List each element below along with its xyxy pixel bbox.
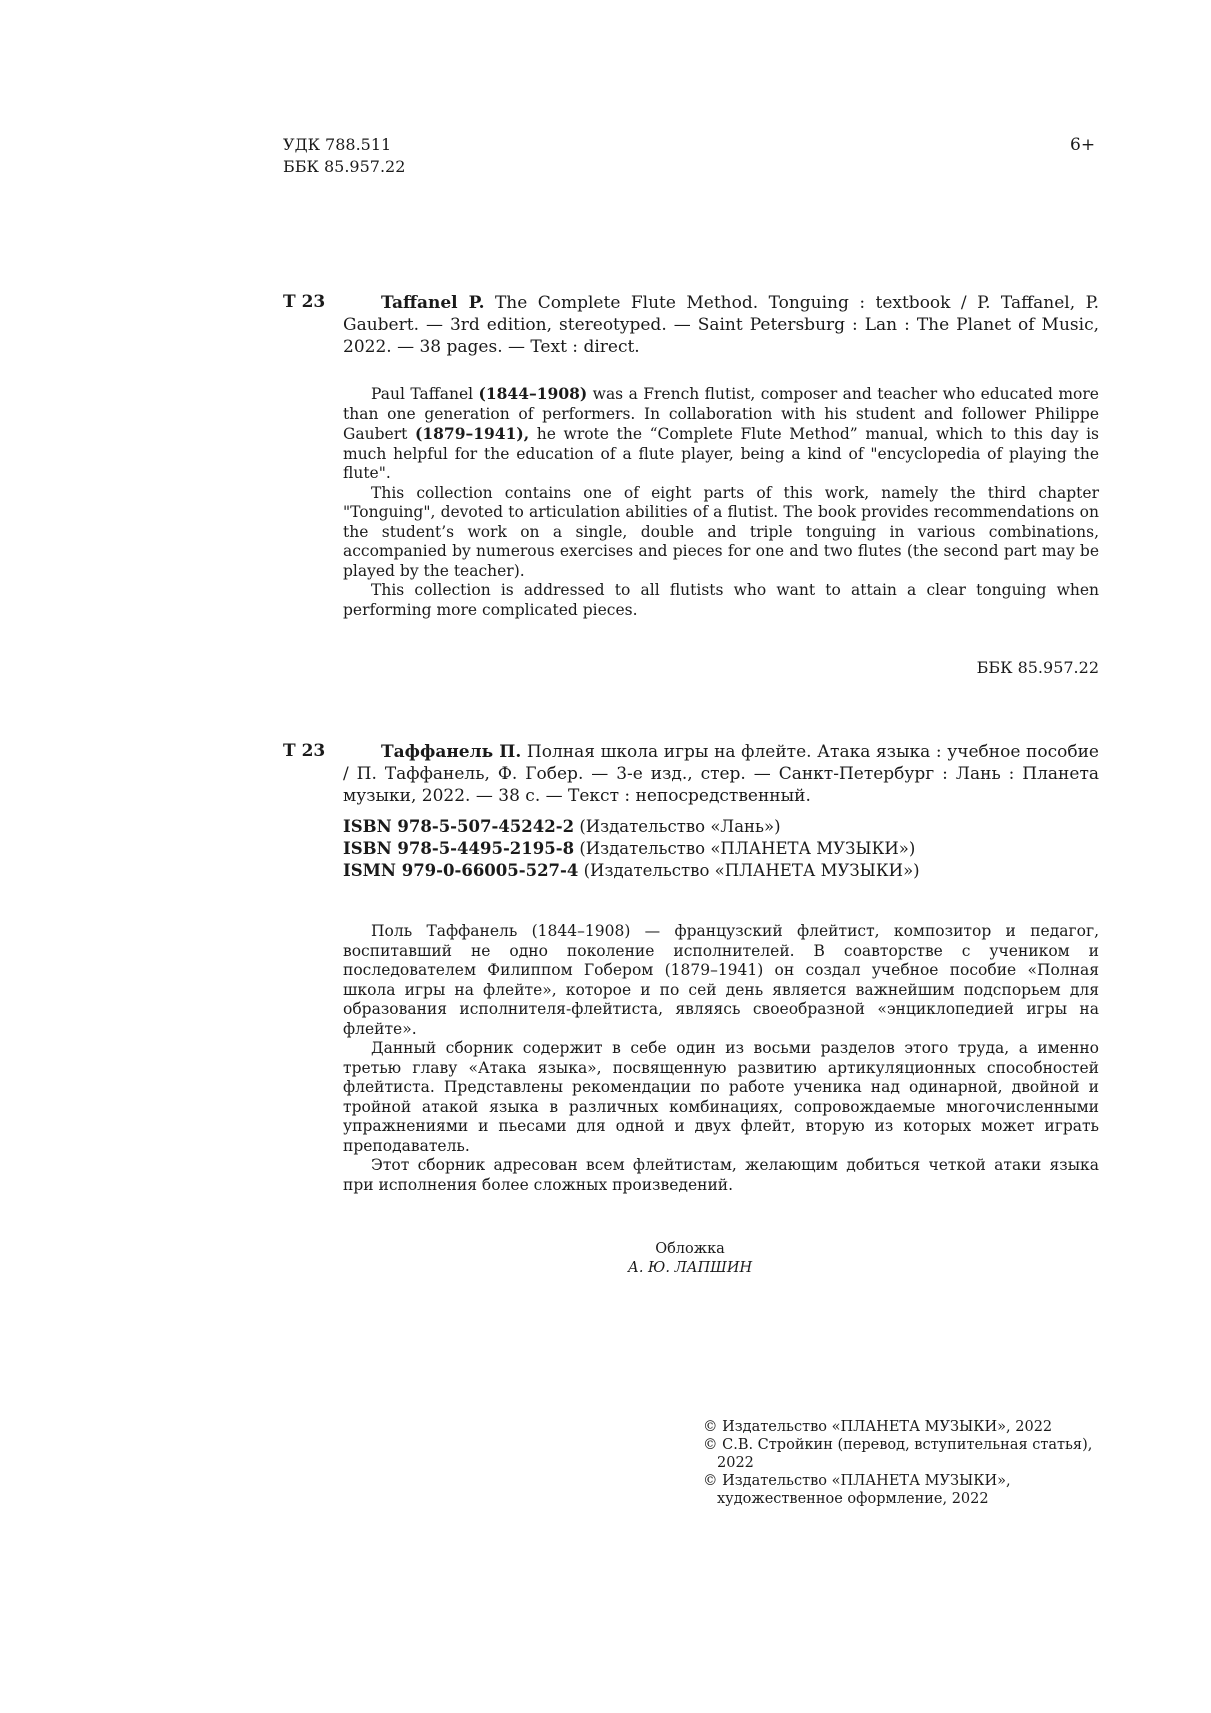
copyright-block [703,1418,1101,1508]
russian-citation [343,741,1099,807]
english-bbk: ББК 85.957.22 [976,658,1099,677]
english-annotation [343,384,1099,620]
russian-citation-text: Полная школа игры на флейте. Атака языка : учебное пособие / П. Таффанель, Ф. Гобер. — 3-е изд., стер. — Санкт-Петербург : Лань : Планета музыки, 2022. — 38 с. — Текст : непосредственный. [343,742,1099,806]
russian-annotation [343,922,1099,1195]
bbk-code: ББК 85.957.22 [283,157,406,176]
copyright-line: © Издательство «ПЛАНЕТА МУЗЫКИ», 2022 [703,1419,1053,1435]
russian-author: Таффанель П. [381,742,522,762]
age-rating: 6+ [1070,135,1096,155]
udk-code: УДК 788.511 [283,135,392,154]
cover-credit [560,1240,820,1278]
english-citation [343,292,1099,358]
russian-paragraph-3: Этот сборник адресован всем флейтистам, желающим добиться четкой атаки языка при исполнения более сложных произведений. [343,1156,1099,1194]
english-paragraph-3: This collection is addressed to all flutists who want to attain a clear tonguing when performing more complicated pieces. [343,581,1099,619]
isbn-row-lan: ISBN 978-5-507-45242-2 (Издательство «Лань») [343,817,781,836]
russian-paragraph-1: Поль Таффанель (1844–1908) — французский флейтист, композитор и педагог, воспитавший не одно поколение исполнителей. В соавторстве с учеником и последователем Филиппом Гобером (1879–1941) он создал учебное пособие «Полная школа игры на флейте», которое и по сей день является важнейшим подспорьем для образования исполнителя-флейтиста, являясь своеобразной «энциклопедией игры на флейте». [343,922,1099,1038]
english-citation-text: The Complete Flute Method. Tonguing : textbook / P. Taffanel, P. Gaubert. — 3rd edition, stereotyped. — Saint Petersburg : Lan : The Planet of Music, 2022. — 38 pages. — Text : direct. [343,293,1099,357]
cover-artist: А. Ю. ЛАПШИН [627,1260,753,1276]
russian-entry-code: Т 23 [283,741,326,761]
isbn-block [343,816,920,882]
english-author: Taffanel P. [381,293,485,313]
russian-paragraph-2: Данный сборник содержит в себе один из восьми разделов этого труда, а именно третью главу «Атака языка», посвященную развитию артикуляционных способностей флейтиста. Представлены рекомендации по работе ученика над одинарной, двойной и тройной атакой языка в различных комбинациях, сопровождаемые многочисленными упражнениями и пьесами для одной и двух флейт, вторую из которых может играть преподаватель. [343,1039,1099,1155]
english-paragraph-2: This collection contains one of eight parts of this work, namely the third chapter "Tonguing", devoted to articulation abilities of a flutist. The book provides recommendations on the student’s work on a single, double and triple tonguing in various combinations, accompanied by numerous exercises and pieces for one and two flutes (the second part may be played by the teacher). [343,483,1099,580]
copyright-line: © Издательство «ПЛАНЕТА МУЗЫКИ», художественное оформление, 2022 [703,1473,1011,1507]
english-entry-code: T 23 [283,292,326,312]
cover-label: Обложка [655,1241,725,1257]
copyright-line: © С.В. Стройкин (перевод, вступительная статья), 2022 [703,1437,1093,1471]
ismn-row: ISMN 979-0-66005-527-4 (Издательство «ПЛАНЕТА МУЗЫКИ») [343,861,920,880]
english-paragraph-1: Paul Taffanel (1844–1908) was a French flutist, composer and teacher who educated more than one generation of performers. In collaboration with his student and follower Philippe Gaubert (1879–1941), he wrote the “Complete Flute Method” manual, which to this day is much helpful for the education of a flute player, being a kind of "encyclopedia of playing the flute". [343,384,1100,482]
isbn-row-planet: ISBN 978-5-4495-2195-8 (Издательство «ПЛАНЕТА МУЗЫКИ») [343,839,916,858]
